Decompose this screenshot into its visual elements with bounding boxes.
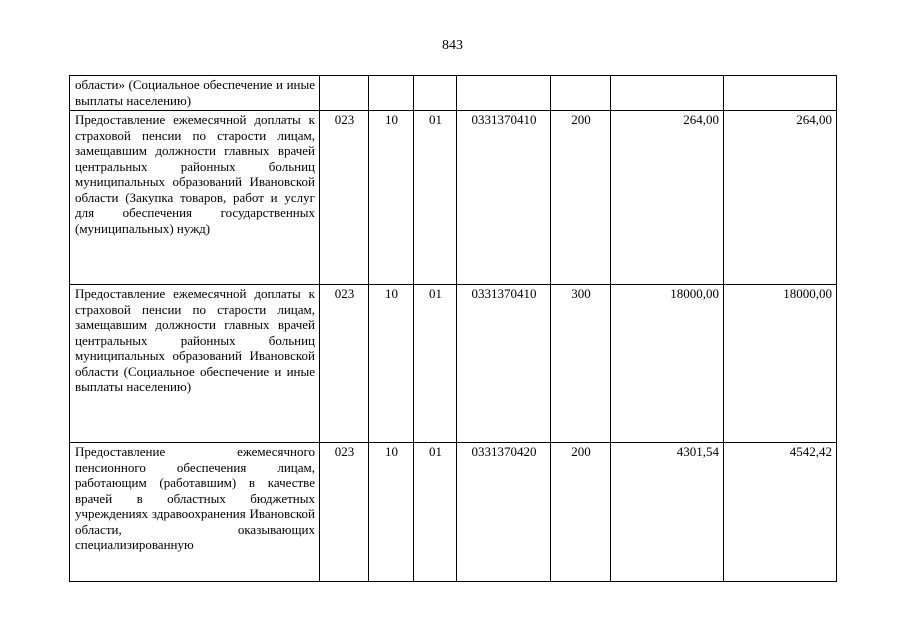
amount-year-2: 4542,42 (724, 443, 837, 582)
subsection-code (414, 76, 457, 111)
section-code: 10 (369, 443, 414, 582)
target-article-code (457, 76, 551, 111)
amount-year-2: 18000,00 (724, 285, 837, 443)
ministry-code: 023 (320, 285, 369, 443)
ministry-code: 023 (320, 443, 369, 582)
expense-type-code: 200 (551, 111, 611, 285)
target-article-code: 0331370420 (457, 443, 551, 582)
amount-year-2 (724, 76, 837, 111)
section-code: 10 (369, 111, 414, 285)
page-number: 843 (442, 38, 463, 53)
row-description: области» (Социальное обеспечение и иные выплаты населению) (70, 76, 320, 111)
expense-type-code: 200 (551, 443, 611, 582)
row-description: Предоставление ежемесячной доплаты к страховой пенсии по старости лицам, замещавшим должности главных врачей центральных районных больниц муниципальных образований Ивановской области (Закупка товаров, работ и услуг для обеспечения государственных (муниципальных) нужд) (70, 111, 320, 285)
section-code: 10 (369, 285, 414, 443)
amount-year-1: 4301,54 (611, 443, 724, 582)
subsection-code: 01 (414, 443, 457, 582)
row-description: Предоставление ежемесячной доплаты к страховой пенсии по старости лицам, замещавшим должности главных врачей центральных районных больниц муниципальных образований Ивановской области (Социальное обеспечение и иные выплаты населению) (70, 285, 320, 443)
target-article-code: 0331370410 (457, 111, 551, 285)
expense-type-code (551, 76, 611, 111)
subsection-code: 01 (414, 111, 457, 285)
target-article-code: 0331370410 (457, 285, 551, 443)
table-row (70, 76, 837, 111)
amount-year-2: 264,00 (724, 111, 837, 285)
row-description: Предоставление ежемесячного пенсионного обеспечения лицам, работающим (работавшим) в качестве врачей в областных бюджетных учреждениях здравоохранения Ивановской области, оказывающих специализированную (70, 443, 320, 582)
expense-type-code: 300 (551, 285, 611, 443)
section-code (369, 76, 414, 111)
amount-year-1: 18000,00 (611, 285, 724, 443)
table-row (70, 443, 837, 582)
table-row (70, 285, 837, 443)
ministry-code: 023 (320, 111, 369, 285)
table-row (70, 111, 837, 285)
amount-year-1 (611, 76, 724, 111)
subsection-code: 01 (414, 285, 457, 443)
amount-year-1: 264,00 (611, 111, 724, 285)
ministry-code (320, 76, 369, 111)
budget-table (69, 75, 837, 582)
